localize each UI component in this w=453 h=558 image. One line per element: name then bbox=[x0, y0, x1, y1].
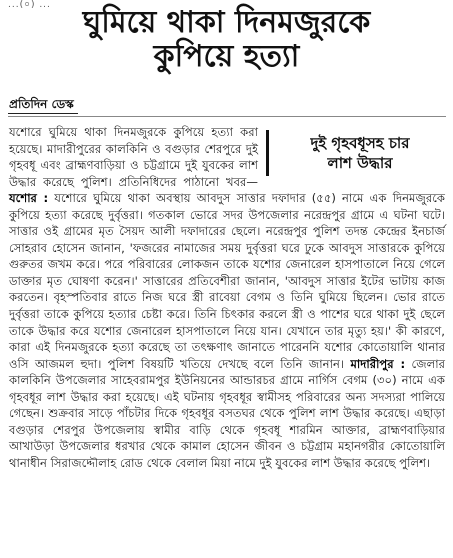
dateline-yashore: যশোর : bbox=[9, 191, 49, 206]
subhead-line-1: দুই গৃহবধূসহ চার bbox=[310, 134, 410, 152]
subhead-box bbox=[266, 130, 445, 176]
top-fragment-text: ...(০) ... bbox=[8, 0, 51, 10]
headline-line-1: ঘুমিয়ে থাকা দিনমজুরকে bbox=[82, 5, 371, 40]
headline-line-2: কুপিয়ে হত্যা bbox=[153, 38, 300, 74]
byline: প্রতিদিন ডেস্ক bbox=[9, 97, 74, 111]
subhead-line-2: লাশ উদ্ধার bbox=[327, 154, 393, 172]
divider bbox=[8, 116, 446, 117]
dateline-madaripur: মাদারীপুর : bbox=[350, 356, 406, 371]
headline bbox=[0, 6, 453, 73]
article-paragraph-intro: যশোরে ঘুমিয়ে থাকা দিনমজুরকে কুপিয়ে হত্যা করা হয়েছে। মাদারীপুরের কালকিনি ও বগুড়ার শেরপুরে দুই গৃহবধূ এবং ব্রাহ্মণবাড়িয়া ও চট্টগ্রামে দুই যুবকের লাশ উদ্ধার করেছে পুলিশ। প্রতিনিধিদের পাঠানো খবর— bbox=[9, 125, 258, 189]
article-body bbox=[9, 124, 445, 471]
byline-underline bbox=[8, 113, 78, 114]
article-paragraph-yashore: যশোরে ঘুমিয়ে থাকা অবস্থায় আবদুস সাত্তার দফাদার (৫৫) নামে এক দিনমজুরকে কুপিয়ে হত্যা করেছে দুর্বৃত্তরা। গতকাল ভোরে সদর উপজেলার নরেন্দ্রপুর গ্রামে এ ঘটনা ঘটে। সাত্তার ওই গ্রামের মৃত সৈয়দ আলী দফাদারের ছেলে। নরেন্দ্রপুর পুলিশ তদন্ত কেন্দ্রের ইনচার্জ সোহরাব হোসেন জানান, 'ফজরের নামাজের সময় দুর্বৃত্তরা ঘরে ঢুকে আবদুস সাত্তারকে কুপিয়ে গুরুতর জখম করে। পরে পরিবারের লোকজন তাকে যশোর জেনারেল হাসপাতালে নিয়ে গেলে ডাক্তার মৃত ঘোষণা করেন।' সাত্তারের প্রতিবেশীরা জানান, 'আবদুস সাত্তার ইটের ভাটায় কাজ করতেন। বৃহস্পতিবার রাতে নিজ ঘরে স্ত্রী রাবেয়া বেগম ও তিনি ঘুমিয়ে ছিলেন। ভোর রাতে দুর্বৃত্তরা তাকে কুপিয়ে হত্যার চেষ্টা করে। তিনি চিৎকার করলে স্ত্রী ও পাশের ঘরে থাকা দুই ছেলে তাকে উদ্ধার করে যশোর জেনারেল হাসপাতালে নিয়ে যান। যেখানে তার মৃত্যু হয়।' কী কারণে, কারা এই দিনমজুরকে হত্যা করেছে তা তৎক্ষণাৎ জানাতে পারেননি যশোর কোতোয়ালি থানার ওসি আজমল হুদা। পুলিশ বিষয়টি খতিয়ে দেখছে বলে তিনি জানান। bbox=[9, 191, 446, 371]
article-paragraph-madaripur: জেলার কালকিনি উপজেলার সাহেবরামপুর ইউনিয়নের আন্ডারচর গ্রামে নার্গিস বেগম (৩০) নামে এক গৃহবধূর লাশ উদ্ধার করা হয়েছে। এই ঘটনায় গৃহবধূর স্বামীসহ পরিবারের অন্য সদস্যরা পালিয়ে গেছেন। শুক্রবার সাড়ে পাঁচটার দিকে গৃহবধূর বসতঘর থেকে পুলিশ লাশ উদ্ধার করেছে। এছাড়া বগুড়ার শেরপুর উপজেলায় স্বামীর বাড়ি থেকে গৃহবধূ শারমিন আক্তার, ব্রাহ্মণবাড়িয়ার আখাউড়া উপজেলার ধরখার থেকে কামাল হোসেন জীবন ও চট্টগ্রাম মহানগরীর কোতোয়ালি থানাধীন সিরাজদ্দৌলাহ রোড থেকে বেলাল মিয়া নামে দুই যুবকের লাশ উদ্ধার করেছে পুলিশ। bbox=[9, 356, 445, 470]
